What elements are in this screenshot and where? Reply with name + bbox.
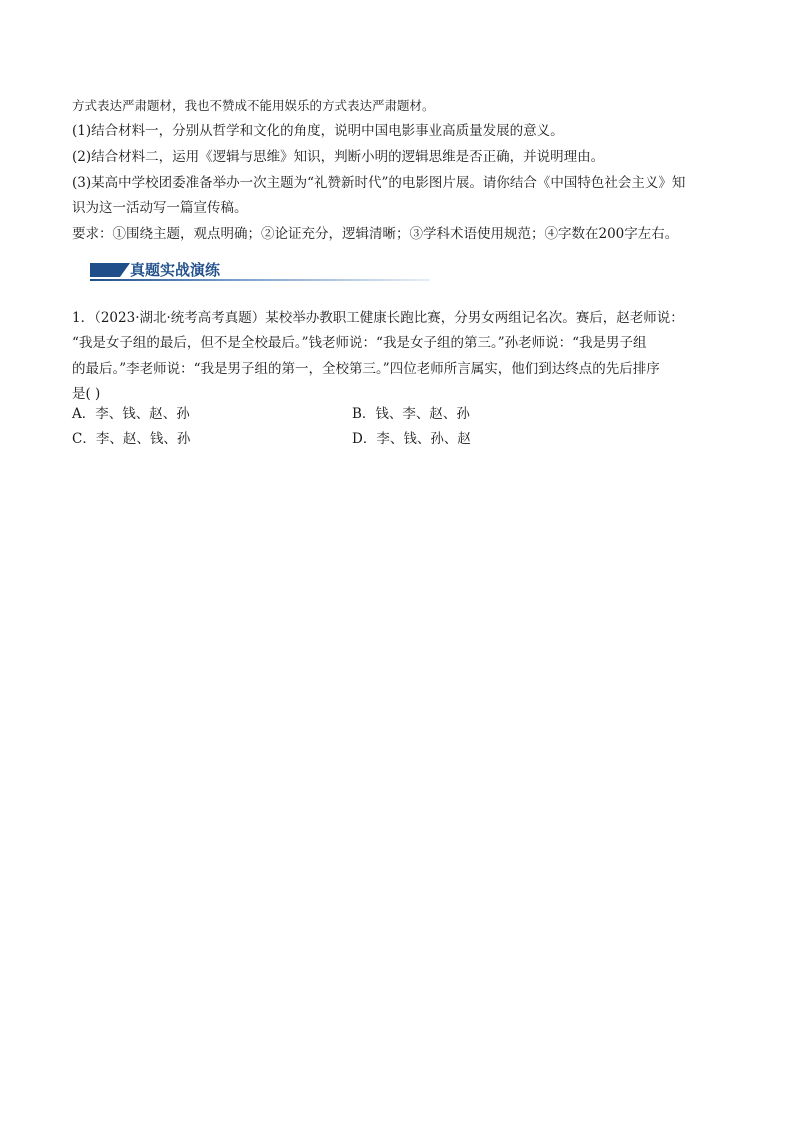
option-b: B．钱、李、赵、孙 [352,406,470,422]
sub-question-3-continued: 识为这一活动写一篇宣传稿。 [72,200,248,216]
section-underline [90,279,430,281]
sub-question-1: (1)结合材料一，分别从哲学和文化的角度，说明中国电影事业高质量发展的意义。 [72,123,564,139]
section-header [90,258,430,282]
sub-question-3: (3)某高中学校团委准备举办一次主题为“礼赞新时代”的电影图片展。请你结合《中国特色社会主义》知 [72,175,686,191]
option-d: D．李、钱、孙、赵 [352,431,471,447]
section-header-bar-icon [90,263,120,277]
option-c: C．李、赵、钱、孙 [72,431,191,447]
option-a: A．李、钱、赵、孙 [72,406,190,422]
question-1-line-3: 的最后。”李老师说：“我是男子组的第一，全校第三。”四位老师所言属实，他们到达终点的先后排序 [72,361,660,377]
question-1-answer-blank: 是( ) [72,386,101,402]
section-title: 真题实战演练 [130,261,221,279]
requirements-line: 要求：①围绕主题，观点明确；②论证充分，逻辑清晰；③学科术语使用规范；④字数在200字左右。 [72,226,679,242]
section-header-triangle-icon [120,263,130,277]
material-text-line: 方式表达严肃题材，我也不赞成不能用娱乐的方式表达严肃题材。 [72,98,435,113]
sub-question-2: (2)结合材料二，运用《逻辑与思维》知识，判断小明的逻辑思维是否正确，并说明理由。 [72,149,605,165]
question-1-line-1: 1．（2023·湖北·统考高考真题）某校举办教职工健康长跑比赛，分男女两组记名次。赛后，赵老师说： [72,310,684,326]
question-1-line-2: “我是女子组的最后，但不是全校最后。”钱老师说：“我是女子组的第三。”孙老师说：“我是男子组 [72,335,647,351]
